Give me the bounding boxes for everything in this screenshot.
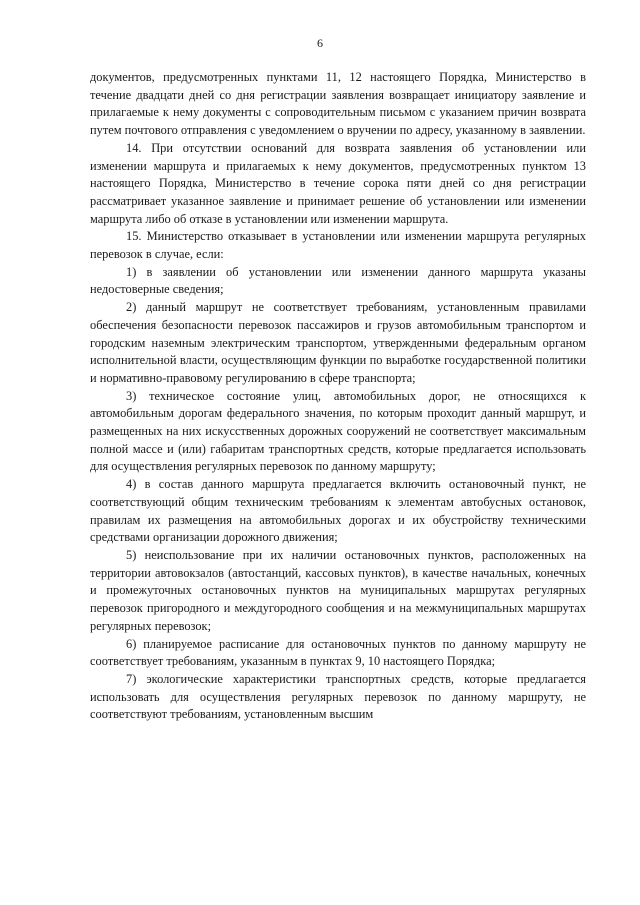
list-item-3: 3) техническое состояние улиц, автомобильных дорог, не относящихся к автомобильным дорогам федерального значения, по которым проходит данный маршрут, и размещенных на них искусственных дорожных сооружений не соответствует максимальным полной массе и (или) габаритам транспортных средств, которые предлагается использовать для осуществления регулярных перевозок по данному маршруту;	[90, 388, 586, 474]
list-item-1: 1) в заявлении об установлении или изменении данного маршрута указаны недостоверные сведения;	[90, 264, 586, 297]
list-item-6: 6) планируемое расписание для остановочных пунктов по данному маршруту не соответствует требованиям, указанным в пунктах 9, 10 настоящего Порядка;	[90, 636, 586, 669]
paragraph-continuation: документов, предусмотренных пунктами 11, 12 настоящего Порядка, Министерство в течение двадцати дней со дня регистрации заявления возвращает инициатору заявление и прилагаемые к нему документы с сопроводительным письмом с указанием причин возврата путем почтового отправления с уведомлением о вручении по адресу, указанному в заявлении.	[90, 70, 586, 138]
page-number: 6	[317, 36, 323, 50]
list-item-7: 7) экологические характеристики транспортных средств, которые предлагается использовать для осуществления регулярных перевозок по данному маршруту, не соответствуют требованиям, установленным высшим	[90, 671, 586, 722]
paragraph-clause-15: 15. Министерство отказывает в установлении или изменении маршрута регулярных перевозок в случае, если:	[90, 229, 586, 262]
paragraph-clause-14: 14. При отсутствии оснований для возврата заявления об установлении или изменении маршрута и прилагаемых к нему документов, предусмотренных пунктом 13 настоящего Порядка, Министерство в течение сорока пяти дней со дня регистрации рассматривает указанное заявление и принимает решение об установлении или изменении маршрута либо об отказе в установлении или изменении маршрута.	[90, 140, 586, 226]
document-body	[90, 69, 586, 724]
list-item-5: 5) неиспользование при их наличии остановочных пунктов, расположенных на территории автовокзалов (автостанций, кассовых пунктов), в качестве начальных, конечных и промежуточных остановочных пунктов на муниципальных маршрутах регулярных перевозок пригородного и междугородного сообщения и на межмуниципальных маршрутах регулярных перевозок;	[90, 547, 586, 633]
list-item-4: 4) в состав данного маршрута предлагается включить остановочный пункт, не соответствующий общим техническим требованиям к элементам автобусных остановок, правилам их размещения на автомобильных дорогах и их обустройству техническими средствами организации дорожного движения;	[90, 477, 586, 545]
list-item-2: 2) данный маршрут не соответствует требованиям, установленным правилами обеспечения безопасности перевозок пассажиров и грузов автомобильным транспортом и городским наземным электрическим транспортом, утвержденными федеральным органом исполнительной власти, осуществляющим функции по выработке государственной политики и нормативно-правовому регулированию в сфере транспорта;	[90, 300, 586, 385]
